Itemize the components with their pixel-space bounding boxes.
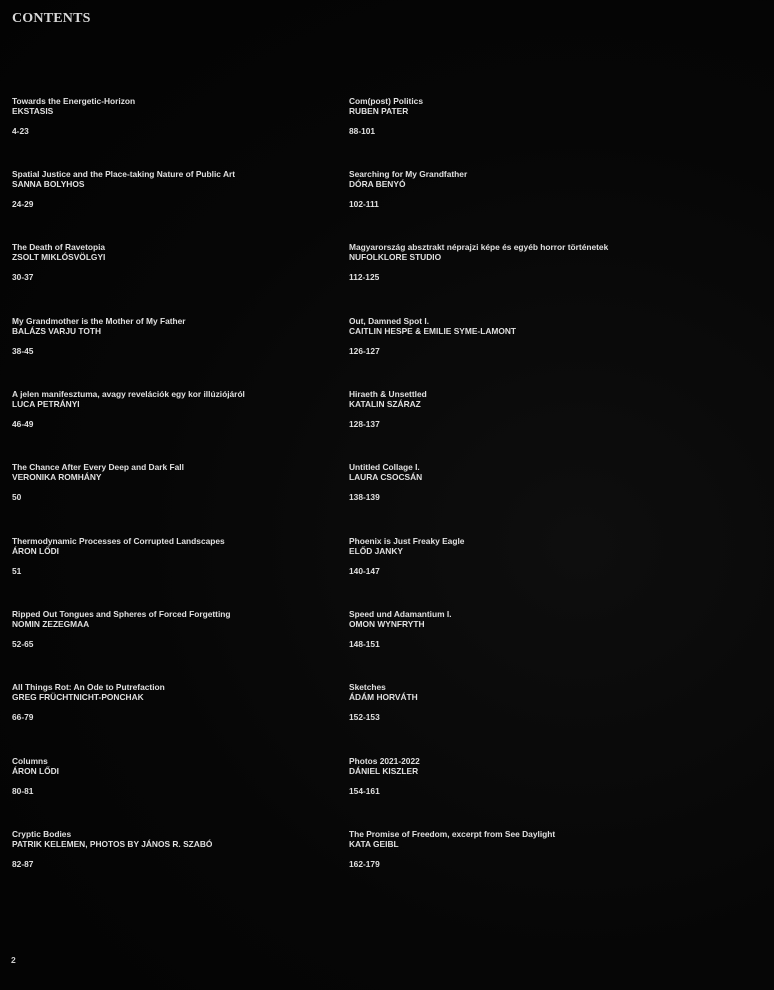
entry-author: CAITLIN HESPE & EMILIE SYME-LAMONT bbox=[349, 326, 517, 336]
entry-author: KATA GEIBL bbox=[349, 839, 399, 849]
entry-author: ELŐD JANKY bbox=[349, 546, 403, 556]
entry-author: KATALIN SZÁRAZ bbox=[349, 399, 421, 409]
entry-pages: 88-101 bbox=[349, 126, 376, 136]
entry-author: ÁRON LŐDI bbox=[12, 766, 59, 776]
entry-author: LUCA PETRÁNYI bbox=[12, 399, 80, 409]
entry-author: VERONIKA ROMHÁNY bbox=[12, 472, 102, 482]
entry-title: The Promise of Freedom, excerpt from See Daylight bbox=[349, 829, 556, 839]
entry-pages: 112-125 bbox=[349, 272, 380, 282]
entry-title: The Death of Ravetopia bbox=[12, 242, 106, 252]
toc-entry bbox=[349, 242, 749, 282]
entry-title: Phoenix is Just Freaky Eagle bbox=[349, 536, 465, 546]
entry-pages: 126-127 bbox=[349, 346, 380, 356]
entry-author: NOMIN ZEZEGMAA bbox=[12, 619, 90, 629]
entry-author: GREG FRÜCHTNICHT-PONCHAK bbox=[12, 692, 144, 702]
entry-author: OMON WYNFRYTH bbox=[349, 619, 425, 629]
entry-author: PATRIK KELEMEN, PHOTOS BY JÁNOS R. SZABÓ bbox=[12, 839, 213, 849]
entry-author: RUBEN PATER bbox=[349, 106, 409, 116]
entry-title: Out, Damned Spot I. bbox=[349, 316, 430, 326]
entry-title: Towards the Energetic-Horizon bbox=[12, 96, 136, 106]
entry-title: Searching for My Grandfather bbox=[349, 169, 468, 179]
entry-pages: 148-151 bbox=[349, 639, 380, 649]
entry-author: NUFOLKLORE STUDIO bbox=[349, 252, 442, 262]
entry-pages: 51 bbox=[12, 566, 22, 576]
entry-pages: 52-65 bbox=[12, 639, 34, 649]
entry-title: Sketches bbox=[349, 682, 386, 692]
entry-title: A jelen manifesztuma, avagy revelációk egy kor illúziójáról bbox=[12, 389, 245, 399]
entry-pages: 152-153 bbox=[349, 712, 380, 722]
entry-title: Columns bbox=[12, 756, 48, 766]
entry-title: Spatial Justice and the Place-taking Nature of Public Art bbox=[12, 169, 236, 179]
entry-pages: 162-179 bbox=[349, 859, 380, 869]
entry-title: Speed und Adamantium I. bbox=[349, 609, 452, 619]
entry-author: ÁDÁM HORVÁTH bbox=[349, 692, 418, 702]
entry-pages: 102-111 bbox=[349, 199, 379, 209]
entry-pages: 128-137 bbox=[349, 419, 380, 429]
entry-title: Untitled Collage I. bbox=[349, 462, 420, 472]
entry-title: Hiraeth & Unsettled bbox=[349, 389, 427, 399]
toc-entry bbox=[349, 462, 749, 502]
toc-entry bbox=[349, 536, 749, 576]
entry-title: Cryptic Bodies bbox=[12, 829, 72, 839]
toc-entry bbox=[349, 96, 749, 136]
entry-title: Ripped Out Tongues and Spheres of Forced Forgetting bbox=[12, 609, 231, 619]
toc-entry bbox=[349, 756, 749, 796]
entry-pages: 30-37 bbox=[12, 272, 34, 282]
entry-pages: 66-79 bbox=[12, 712, 34, 722]
entry-pages: 46-49 bbox=[12, 419, 34, 429]
entry-pages: 38-45 bbox=[12, 346, 34, 356]
entry-title: The Chance After Every Deep and Dark Fall bbox=[12, 462, 184, 472]
entry-author: LAURA CSOCSÁN bbox=[349, 472, 423, 482]
entry-author: ZSOLT MIKLÓSVÖLGYI bbox=[12, 252, 106, 262]
toc-entry bbox=[349, 169, 749, 209]
entry-title: My Grandmother is the Mother of My Father bbox=[12, 316, 186, 326]
toc-entry bbox=[349, 316, 749, 356]
entry-pages: 80-81 bbox=[12, 786, 34, 796]
entry-author: DÁNIEL KISZLER bbox=[349, 766, 419, 776]
page-title: CONTENTS bbox=[12, 11, 91, 26]
toc-entry bbox=[349, 829, 749, 869]
toc-entry bbox=[349, 609, 749, 649]
entry-author: EKSTASIS bbox=[12, 106, 54, 116]
entry-author: ÁRON LŐDI bbox=[12, 546, 59, 556]
entry-author: SANNA BOLYHOS bbox=[12, 179, 85, 189]
entry-pages: 154-161 bbox=[349, 786, 380, 796]
entry-author: BALÁZS VARJU TOTH bbox=[12, 326, 102, 336]
toc-entry bbox=[349, 389, 749, 429]
entry-pages: 82-87 bbox=[12, 859, 34, 869]
entry-title: Photos 2021-2022 bbox=[349, 756, 420, 766]
entry-pages: 140-147 bbox=[349, 566, 380, 576]
entry-pages: 4-23 bbox=[12, 126, 29, 136]
toc-entry bbox=[349, 682, 749, 722]
entry-author: DÓRA BENYÓ bbox=[349, 179, 406, 189]
entry-title: Thermodynamic Processes of Corrupted Landscapes bbox=[12, 536, 225, 546]
entry-title: Magyarország absztrakt néprajzi képe és egyéb horror történetek bbox=[349, 242, 609, 252]
entry-title: Com(post) Politics bbox=[349, 96, 423, 106]
entry-pages: 50 bbox=[12, 492, 22, 502]
entry-pages: 138-139 bbox=[349, 492, 380, 502]
page-number: 2 bbox=[11, 955, 16, 965]
entry-title: All Things Rot: An Ode to Putrefaction bbox=[12, 682, 165, 692]
entry-pages: 24-29 bbox=[12, 199, 34, 209]
